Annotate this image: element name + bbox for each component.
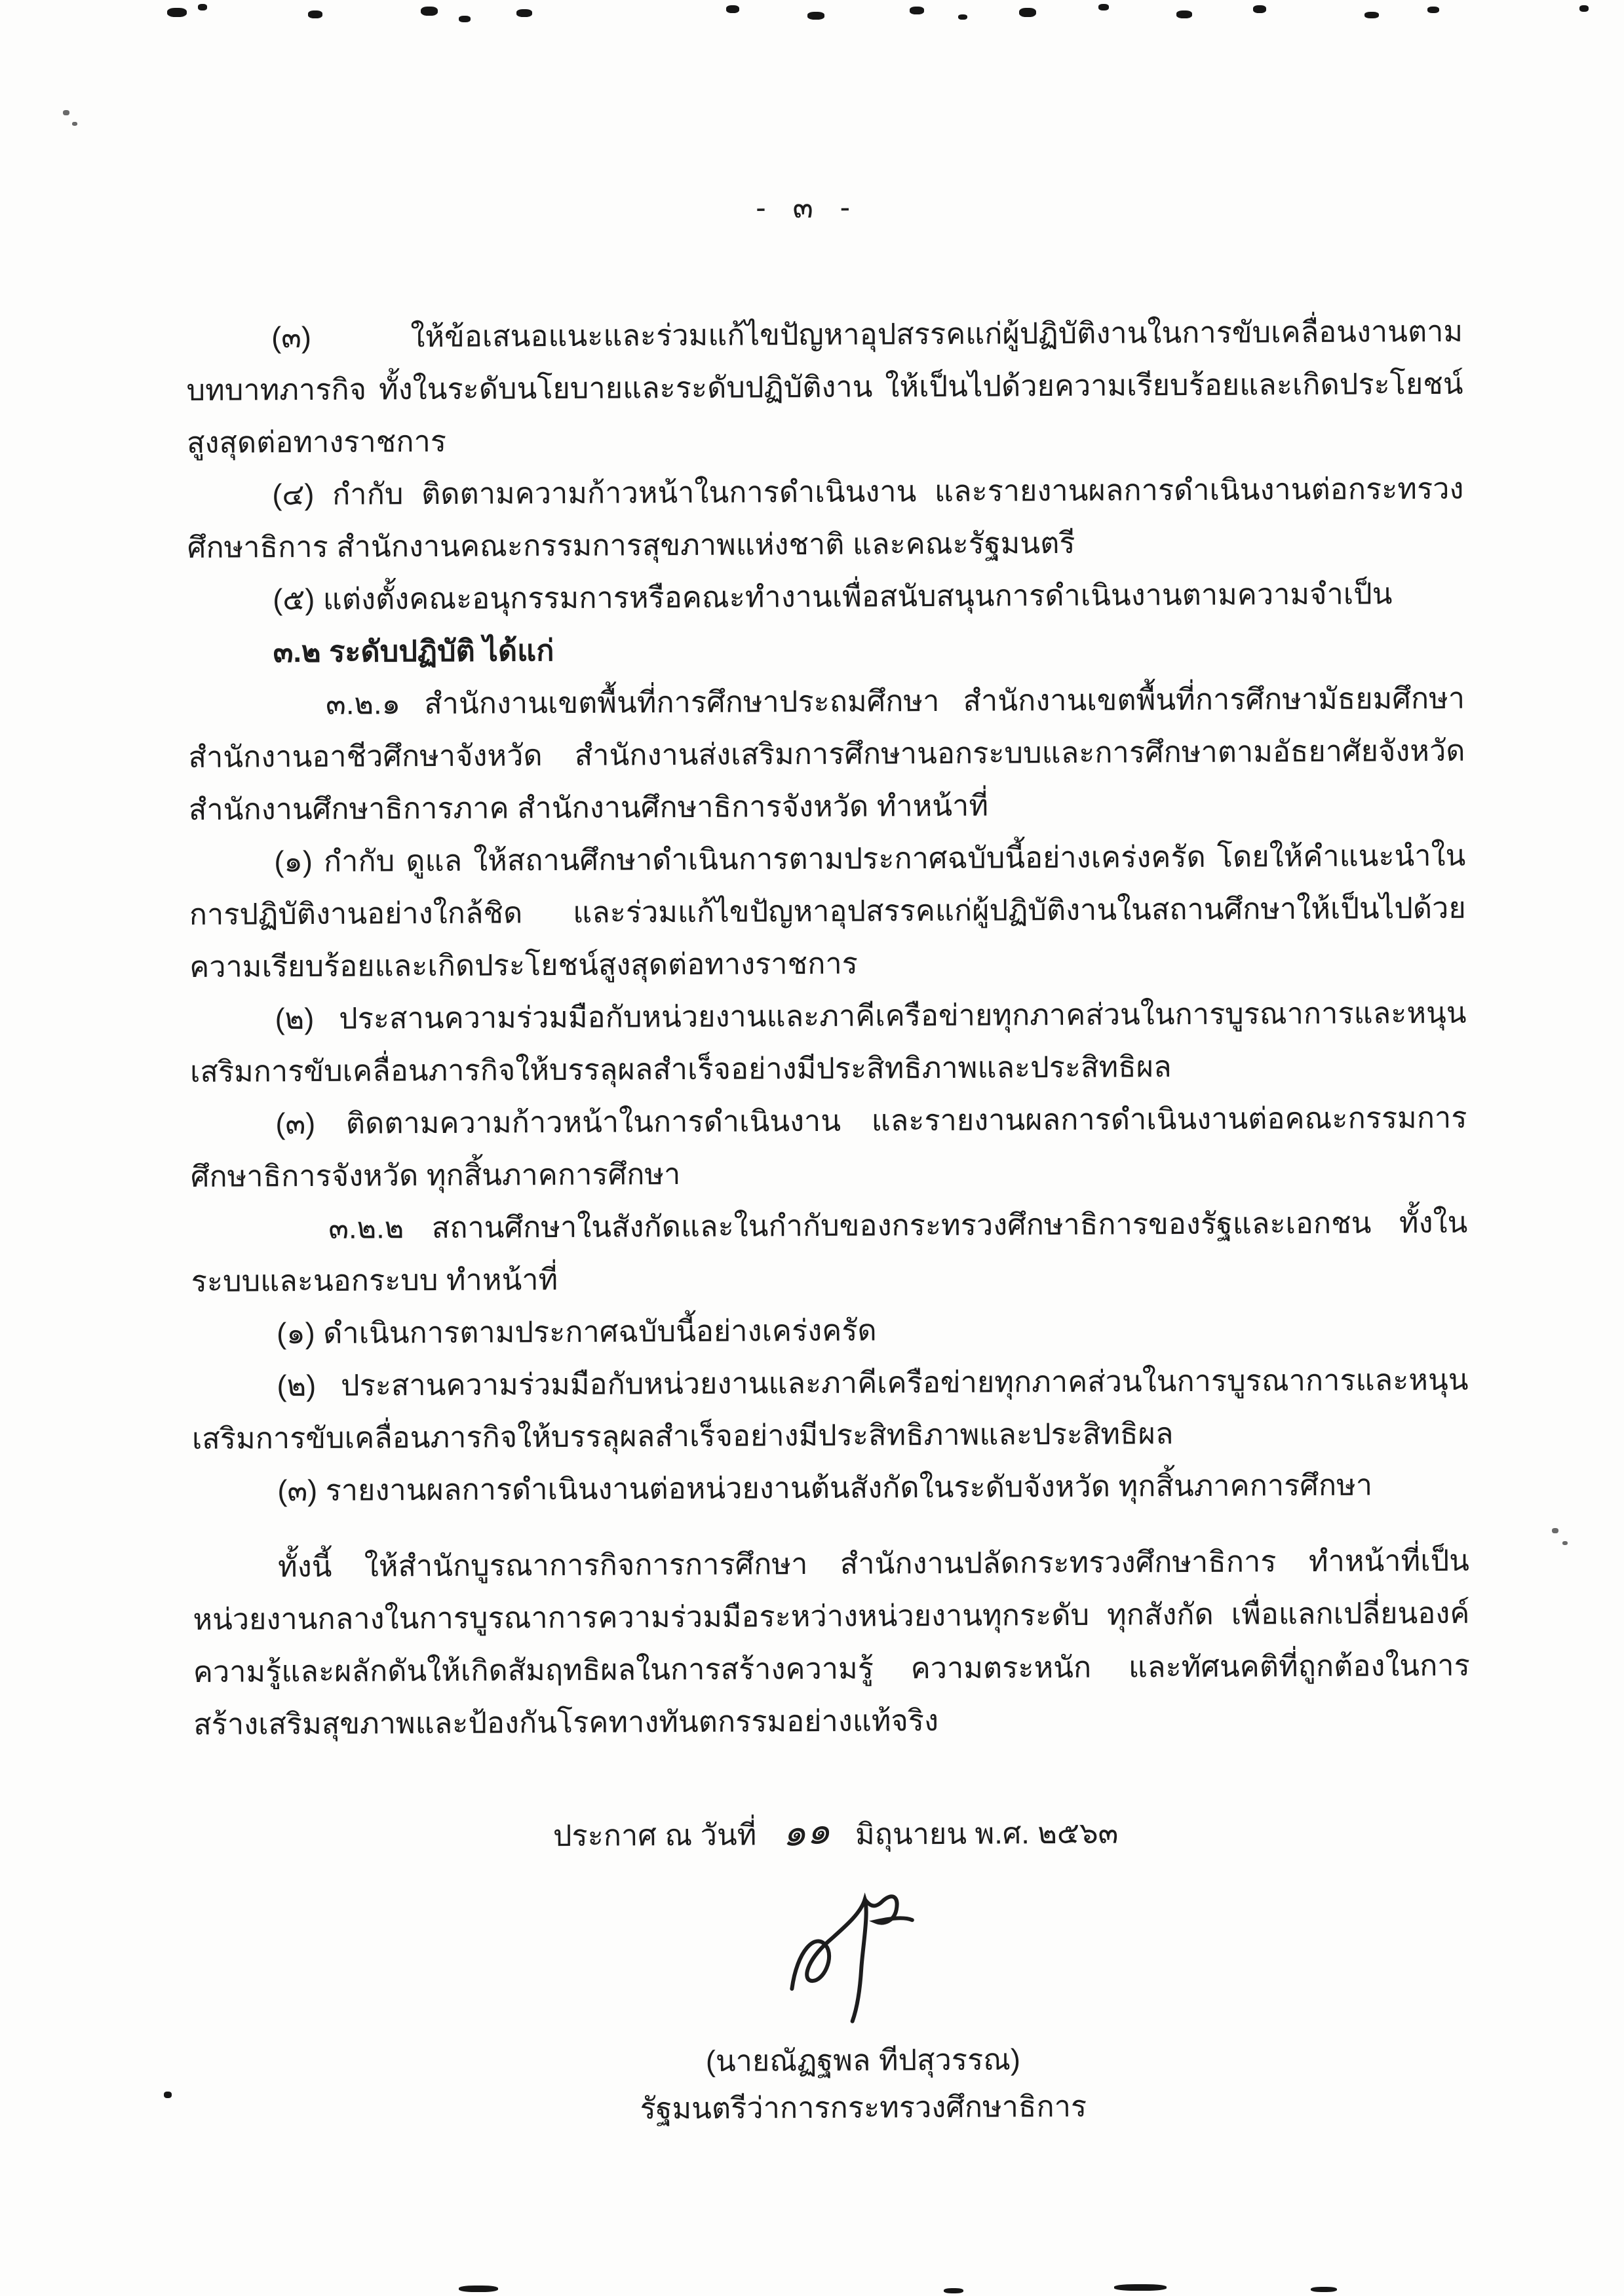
document-body (186, 305, 1470, 1751)
paragraph-subitem-3: (๓) ติดตามความก้าวหน้าในการดำเนินงาน และรายงานผลการดำเนินงานต่อคณะกรรมการศึกษาธิการจังหวัด ทุกสิ้นภาคการศึกษา (190, 1100, 1467, 1193)
announcement-date-line (24, 1806, 1624, 1862)
paragraph-item-3: (๓) ให้ข้อเสนอแนะและร่วมแก้ไขปัญหาอุปสรรคแก่ผู้ปฏิบัติงานในการขับเคลื่อนงานตามบทบาทภารกิจ ทั้งในระดับนโยบายและระดับปฏิบัติงาน ให้เป็นไปด้วยความเรียบร้อยและเกิดประโยชน์สูงสุดต่อทางราชการ (186, 314, 1463, 459)
date-prefix: ประกาศ ณ วันที่ (552, 1818, 757, 1853)
scan-artifact (459, 2286, 498, 2292)
closing-paragraph: ทั้งนี้ ให้สำนักบูรณาการกิจการการศึกษา สำนักงานปลัดกระทรวงศึกษาธิการ ทำหน้าที่เป็นหน่วยงานกลางในการบูรณาการความร่วมมือระหว่างหน่วยงานทุกระดับ ทุกสังกัด เพื่อแลกเปลี่ยนองค์ความรู้และผลักดันให้เกิดสัมฤทธิผลในการสร้างความรู้ ความตระหนัก และทัศนคติที่ถูกต้องในการสร้างเสริมสุขภาพและป้องกันโรคทางทันตกรรมอย่างแท้จริง (193, 1543, 1470, 1741)
signer-name: (นายณัฏฐพล ทีปสุวรรณ) (705, 2042, 1021, 2078)
paragraph-item-4: (๔) กำกับ ติดตามความก้าวหน้าในการดำเนินงาน และรายงานผลการดำเนินงานต่อกระทรวงศึกษาธิการ สำนักงานคณะกรรมการสุขภาพแห่งชาติ และคณะรัฐมนตรี (187, 471, 1464, 564)
date-suffix: มิถุนายน พ.ศ. ๒๕๖๓ (855, 1816, 1119, 1851)
paragraph-subitem-3b: (๓) รายงานผลการดำเนินงานต่อหน่วยงานต้นสังกัดในระดับจังหวัด ทุกสิ้นภาคการศึกษา (277, 1468, 1373, 1508)
scan-artifact (1114, 2284, 1167, 2291)
paragraph-subitem-1: (๑) กำกับ ดูแล ให้สถานศึกษาดำเนินการตามประกาศฉบับนี้อย่างเคร่งครัด โดยให้คำแนะนำในการปฏิบัติงานอย่างใกล้ชิด และร่วมแก้ไขปัญหาอุปสรรคแก่ผู้ปฏิบัติงานในสถานศึกษาให้เป็นไปด้วยความเรียบร้อยและเกิดประโยชน์สูงสุดต่อทางราชการ (189, 838, 1466, 984)
paragraph-section-3-2-1: ๓.๒.๑ สำนักงานเขตพื้นที่การศึกษาประถมศึกษา สำนักงานเขตพื้นที่การศึกษามัธยมศึกษา สำนักงานอาชีวศึกษาจังหวัด สำนักงานส่งเสริมการศึกษานอกระบบและการศึกษาตามอัธยาศัยจังหวัด สำนักงานศึกษาธิการภาค สำนักงานศึกษาธิการจังหวัด ทำหน้าที่ (188, 681, 1465, 826)
paragraph-section-3-2-2: ๓.๒.๒ สถานศึกษาในสังกัดและในกำกับของกระทรวงศึกษาธิการของรัฐและเอกชน ทั้งในระบบและนอกระบบ ทำหน้าที่ (191, 1205, 1468, 1298)
scan-artifact (944, 2288, 963, 2293)
paragraph-subitem-2b: (๒) ประสานความร่วมมือกับหน่วยงานและภาคีเครือข่ายทุกภาคส่วนในการบูรณาการและหนุนเสริมการขับเคลื่อนภารกิจให้บรรลุผลสำเร็จอย่างมีประสิทธิภาพและประสิทธิผล (191, 1362, 1469, 1455)
paragraph-item-5: (๕) แต่งตั้งคณะอนุกรรมการหรือคณะทำงานเพื่อสนับสนุนการดำเนินงานตามความจำเป็น (273, 577, 1393, 617)
section-heading-3-2: ๓.๒ ระดับปฏิบัติ ได้แก่ (273, 634, 554, 669)
paragraph-subitem-1b: (๑) ดำเนินการตามประกาศฉบับนี้อย่างเคร่งครัด (276, 1313, 877, 1350)
signer-title: รัฐมนตรีว่าการกระทรวงศึกษาธิการ (640, 2089, 1087, 2126)
paragraph-subitem-2: (๒) ประสานความร่วมมือกับหน่วยงานและภาคีเครือข่ายทุกภาคส่วนในการบูรณาการและหนุนเสริมการขับเคลื่อนภารกิจให้บรรลุผลสำเร็จอย่างมีประสิทธิภาพและประสิทธิผล (189, 995, 1467, 1088)
handwritten-signature-icon (777, 1890, 948, 2028)
handwritten-day: ๑๑ (780, 1808, 832, 1855)
scan-artifact (1311, 2287, 1337, 2292)
page-number: - ๓ - (756, 189, 860, 225)
signature-block (50, 1886, 1624, 2135)
